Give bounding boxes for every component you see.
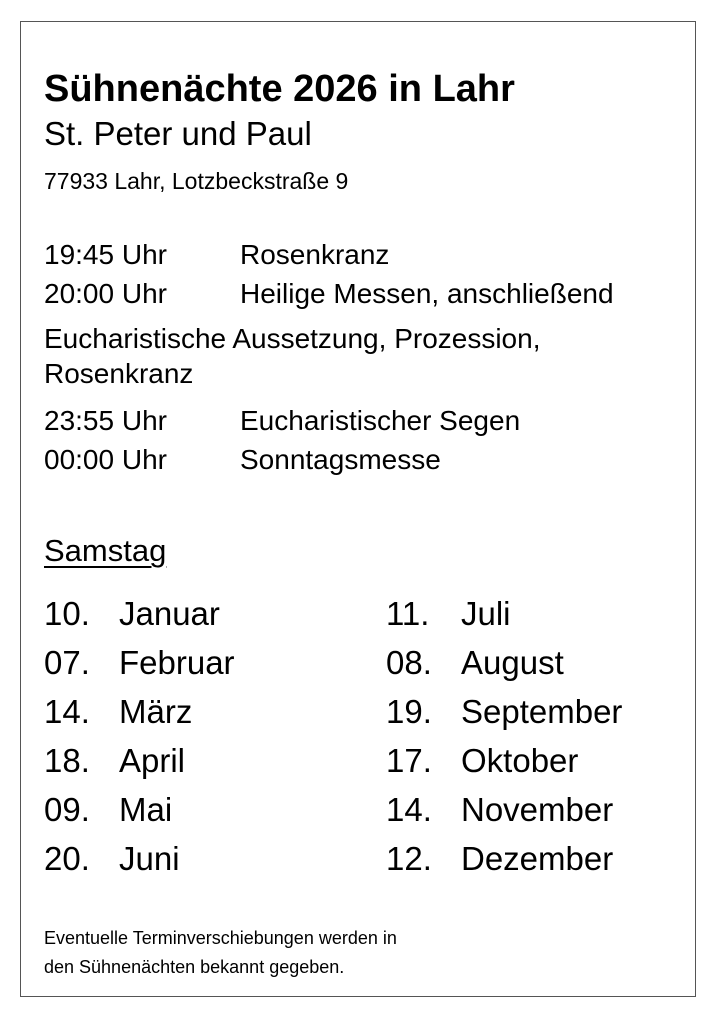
schedule-event: Eucharistischer Segen [240, 405, 521, 436]
date-month: Januar [119, 595, 220, 632]
date-item [44, 740, 185, 782]
date-day: 18. [44, 742, 90, 779]
date-day: 08. [386, 644, 432, 681]
date-month: Juli [461, 595, 511, 632]
footnote-line: den Sühnenächten bekannt gegeben. [44, 957, 345, 977]
date-month: Dezember [461, 840, 614, 877]
schedule-time: 00:00 Uhr [44, 444, 167, 475]
footnote-line: Eventuelle Terminverschiebungen werden in [44, 928, 397, 948]
date-month: Juni [119, 840, 180, 877]
date-item [44, 838, 180, 880]
date-month: April [119, 742, 186, 779]
schedule-event: Rosenkranz [240, 239, 390, 270]
page-title: Sühnenächte 2026 in Lahr [44, 68, 515, 110]
weekday-heading: Samstag [44, 533, 167, 568]
date-day: 14. [44, 693, 90, 730]
date-month: September [461, 693, 623, 730]
date-day: 07. [44, 644, 90, 681]
date-month: Oktober [461, 742, 579, 779]
date-day: 10. [44, 595, 90, 632]
date-item [386, 740, 578, 782]
schedule-row [44, 442, 441, 478]
date-month: Mai [119, 791, 173, 828]
date-item [386, 838, 613, 880]
schedule-row [44, 276, 614, 312]
schedule-event: Heilige Messen, anschließend [240, 278, 614, 309]
footnote [44, 924, 544, 982]
date-item [386, 691, 622, 733]
date-day: 14. [386, 791, 432, 828]
schedule-row [44, 403, 520, 439]
date-item [44, 789, 172, 831]
schedule-event: Sonntagsmesse [240, 444, 441, 475]
date-day: 12. [386, 840, 432, 877]
date-day: 20. [44, 840, 90, 877]
date-day: 11. [386, 595, 430, 632]
schedule-continuation: Eucharistische Aussetzung, Prozession, Rosenkranz [44, 323, 541, 389]
date-item [44, 691, 192, 733]
schedule-row [44, 237, 389, 273]
date-month: März [119, 693, 193, 730]
date-item [386, 789, 613, 831]
date-month: November [461, 791, 614, 828]
date-day: 09. [44, 791, 90, 828]
date-item [386, 593, 511, 635]
schedule-time: 20:00 Uhr [44, 278, 167, 309]
date-month: August [461, 644, 564, 681]
church-address: 77933 Lahr, Lotzbeckstraße 9 [44, 168, 349, 194]
date-item [386, 642, 564, 684]
schedule-time: 23:55 Uhr [44, 405, 167, 436]
date-day: 19. [386, 693, 432, 730]
date-item [44, 593, 220, 635]
schedule-time: 19:45 Uhr [44, 239, 167, 270]
date-day: 17. [386, 742, 432, 779]
church-name: St. Peter und Paul [44, 115, 312, 152]
date-item [44, 642, 235, 684]
date-month: Februar [119, 644, 235, 681]
